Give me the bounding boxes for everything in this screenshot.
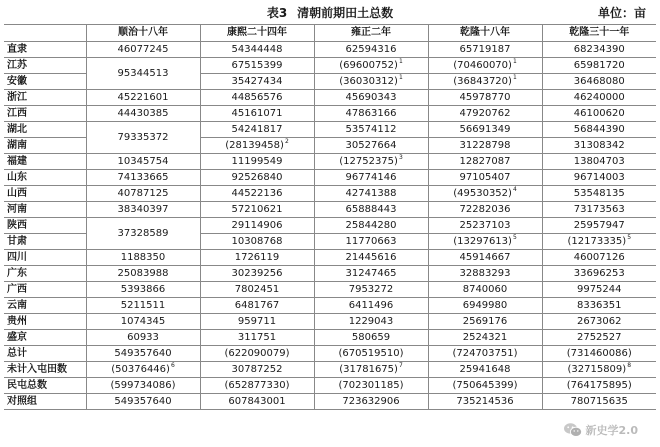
cell-value: 723632906 (342, 395, 400, 407)
table-cell (428, 202, 542, 218)
footnote-mark: 2 (284, 138, 289, 146)
table-row (4, 218, 656, 234)
cell-value: 30787252 (231, 363, 283, 375)
table-cell (314, 346, 428, 362)
cell-value: 46240000 (573, 91, 625, 103)
row-label: 云南 (4, 298, 86, 314)
cell-value: 74133665 (117, 171, 169, 183)
table-cell (200, 234, 314, 250)
cell-value: (36030312) (339, 75, 398, 87)
row-label: 总计 (4, 346, 86, 362)
table-row (4, 394, 656, 410)
cell-value: 6949980 (462, 299, 508, 311)
cell-value: 735214536 (456, 395, 514, 407)
table-cell (200, 90, 314, 106)
table-cell (314, 282, 428, 298)
cell-value: 1726119 (234, 251, 280, 263)
cell-value: 56844390 (573, 123, 625, 135)
table-cell (542, 170, 656, 186)
table-row (4, 330, 656, 346)
wechat-icon (563, 422, 583, 438)
cell-value: 72282036 (459, 203, 511, 215)
table-cell (200, 362, 314, 378)
cell-value: 44856576 (231, 91, 283, 103)
row-label: 四川 (4, 250, 86, 266)
table-cell (542, 298, 656, 314)
cell-value: 31308342 (573, 139, 625, 151)
table-cell (86, 42, 200, 58)
cell-value: 40787125 (117, 187, 169, 199)
table-cell (200, 314, 314, 330)
cell-value: (36843720) (453, 75, 512, 87)
table-cell (200, 266, 314, 282)
cell-value: 9975244 (576, 283, 622, 295)
table-cell (200, 394, 314, 410)
table-cell (200, 74, 314, 90)
table-cell (314, 138, 428, 154)
row-label: 甘肃 (4, 234, 86, 250)
cell-value: 68234390 (573, 43, 625, 55)
row-label: 山东 (4, 170, 86, 186)
table-cell (542, 394, 656, 410)
cell-value: 1229043 (348, 315, 394, 327)
footnote-mark: 1 (512, 58, 517, 66)
cell-value: 57210621 (231, 203, 283, 215)
cell-value: 5393866 (120, 283, 166, 295)
footnote-mark: 5 (627, 234, 632, 242)
table-cell (86, 202, 200, 218)
table-cell (428, 154, 542, 170)
cell-value: 53574112 (345, 123, 397, 135)
table-cell (200, 186, 314, 202)
table-cell (86, 218, 200, 250)
table-cell (314, 122, 428, 138)
cell-value: 580659 (351, 331, 391, 343)
table-row (4, 362, 656, 378)
table-cell (86, 346, 200, 362)
table-row (4, 282, 656, 298)
cell-value: 96774146 (345, 171, 397, 183)
cell-value: 45978770 (459, 91, 511, 103)
row-label: 湖南 (4, 138, 86, 154)
cell-value: (49530352) (453, 187, 512, 199)
table-cell (428, 378, 542, 394)
cell-value: (724703751) (452, 347, 518, 359)
table-cell (428, 138, 542, 154)
table-cell (428, 314, 542, 330)
table-cell (200, 298, 314, 314)
cell-value: 2673062 (576, 315, 622, 327)
table-cell (200, 346, 314, 362)
cell-value: 12827087 (459, 155, 511, 167)
cell-value: 780715635 (570, 395, 628, 407)
cell-value: 25957947 (573, 219, 625, 231)
table-cell (542, 42, 656, 58)
cell-value: 45690343 (345, 91, 397, 103)
footnote-mark: 1 (512, 74, 517, 82)
cell-value: (622090079) (224, 347, 290, 359)
table-cell (314, 378, 428, 394)
header-year: 康熙二十四年 (200, 25, 314, 42)
cell-value: 31247465 (345, 267, 397, 279)
cell-value: (31781675) (339, 363, 398, 375)
row-label: 盛京 (4, 330, 86, 346)
table-cell (86, 298, 200, 314)
header-year: 顺治十八年 (86, 25, 200, 42)
table-cell (428, 330, 542, 346)
cell-value: 25083988 (117, 267, 169, 279)
cell-value: 33696253 (573, 267, 625, 279)
cell-value: 13804703 (573, 155, 625, 167)
table-cell (428, 266, 542, 282)
table-cell (86, 58, 200, 90)
table-cell (314, 154, 428, 170)
land-area-table (4, 24, 656, 410)
cell-value: 25941648 (459, 363, 511, 375)
table-row (4, 250, 656, 266)
cell-value: 54241817 (231, 123, 283, 135)
cell-value: (702301185) (338, 379, 404, 391)
cell-value: 44522136 (231, 187, 283, 199)
cell-value: 62594316 (345, 43, 397, 55)
cell-value: 30239256 (231, 267, 283, 279)
cell-value: (764175895) (566, 379, 632, 391)
row-label: 陕西 (4, 218, 86, 234)
table-cell (428, 42, 542, 58)
table-cell (542, 362, 656, 378)
table-row (4, 90, 656, 106)
cell-value: 65719187 (459, 43, 511, 55)
row-label: 贵州 (4, 314, 86, 330)
row-label: 民屯总数 (4, 378, 86, 394)
cell-value: 549357640 (114, 347, 172, 359)
table-cell (86, 170, 200, 186)
table-cell (314, 74, 428, 90)
cell-value: 6481767 (234, 299, 280, 311)
cell-value: 549357640 (114, 395, 172, 407)
row-label: 广东 (4, 266, 86, 282)
cell-value: 1188350 (120, 251, 166, 263)
table-row (4, 346, 656, 362)
table-cell (542, 58, 656, 74)
cell-value: (28139458) (225, 139, 284, 151)
table-cell (200, 138, 314, 154)
table-cell (542, 330, 656, 346)
row-label: 直隶 (4, 42, 86, 58)
cell-value: 7953272 (348, 283, 394, 295)
cell-value: 97105407 (459, 171, 511, 183)
cell-value: (70460070) (453, 59, 512, 71)
cell-value: 36468080 (573, 75, 625, 87)
table-cell (428, 90, 542, 106)
table-cell (314, 58, 428, 74)
table-cell (314, 298, 428, 314)
table-cell (200, 330, 314, 346)
cell-value: 95344513 (117, 67, 169, 79)
cell-value: 8336351 (576, 299, 622, 311)
table-cell (428, 218, 542, 234)
table-title (0, 4, 660, 22)
table-cell (542, 154, 656, 170)
table-cell (314, 202, 428, 218)
table-cell (314, 106, 428, 122)
cell-value: 65981720 (573, 59, 625, 71)
row-label: 湖北 (4, 122, 86, 138)
cell-value: 2569176 (462, 315, 508, 327)
row-label: 江苏 (4, 58, 86, 74)
table-cell (200, 154, 314, 170)
cell-value: 79335372 (117, 131, 169, 143)
cell-value: 31228798 (459, 139, 511, 151)
cell-value: 45221601 (117, 91, 169, 103)
cell-value: 2752527 (576, 331, 622, 343)
table-row (4, 186, 656, 202)
row-label: 山西 (4, 186, 86, 202)
cell-value: 60933 (127, 331, 159, 343)
watermark (563, 422, 639, 438)
cell-value: 35427434 (231, 75, 283, 87)
table-cell (86, 362, 200, 378)
footnote-mark: 3 (398, 154, 403, 162)
row-label: 广西 (4, 282, 86, 298)
cell-value: 45914667 (459, 251, 511, 263)
table-cell (200, 58, 314, 74)
table-cell (200, 202, 314, 218)
footnote-mark: 6 (170, 362, 175, 370)
table-cell (314, 314, 428, 330)
table-cell (542, 186, 656, 202)
table-cell (428, 122, 542, 138)
cell-value: 10308768 (231, 235, 283, 247)
row-label: 浙江 (4, 90, 86, 106)
row-label: 对照组 (4, 394, 86, 410)
table-cell (542, 378, 656, 394)
header-row (4, 25, 656, 42)
table-cell (314, 394, 428, 410)
cell-value: 21445616 (345, 251, 397, 263)
cell-value: 37328589 (117, 227, 169, 239)
table-cell (86, 90, 200, 106)
cell-value: (652877330) (224, 379, 290, 391)
cell-value: 2524321 (462, 331, 508, 343)
table-cell (542, 138, 656, 154)
cell-value: 73173563 (573, 203, 625, 215)
table-row (4, 298, 656, 314)
cell-value: (731460086) (566, 347, 632, 359)
cell-value: 25844280 (345, 219, 397, 231)
header-province (4, 25, 86, 42)
row-label: 河南 (4, 202, 86, 218)
cell-value: 11770663 (345, 235, 397, 247)
table-cell (314, 90, 428, 106)
table-cell (86, 186, 200, 202)
cell-value: 10345754 (117, 155, 169, 167)
cell-value: 6411496 (348, 299, 394, 311)
table-cell (542, 314, 656, 330)
cell-value: 96714003 (573, 171, 625, 183)
table-cell (314, 362, 428, 378)
table-row (4, 106, 656, 122)
cell-value: 67515399 (231, 59, 283, 71)
table-cell (86, 378, 200, 394)
table-row (4, 58, 656, 74)
table-cell (200, 122, 314, 138)
header-year: 雍正二年 (314, 25, 428, 42)
cell-value: (750645399) (452, 379, 518, 391)
cell-value: 46077245 (117, 43, 169, 55)
table-cell (200, 218, 314, 234)
header-year: 乾隆十八年 (428, 25, 542, 42)
table-cell (86, 154, 200, 170)
cell-value: 38340397 (117, 203, 169, 215)
table-cell (200, 378, 314, 394)
cell-value: 42741388 (345, 187, 397, 199)
footnote-mark: 5 (512, 234, 517, 242)
table-cell (200, 42, 314, 58)
cell-value: 7802451 (234, 283, 280, 295)
table-row (4, 266, 656, 282)
cell-value: (670519510) (338, 347, 404, 359)
table-row (4, 42, 656, 58)
table-cell (314, 186, 428, 202)
cell-value: 25237103 (459, 219, 511, 231)
row-label: 未计入屯田数 (4, 362, 86, 378)
table-cell (542, 266, 656, 282)
table-cell (314, 266, 428, 282)
table-cell (86, 250, 200, 266)
table-cell (428, 186, 542, 202)
footnote-mark: 4 (512, 186, 517, 194)
table-cell (428, 234, 542, 250)
table-cell (86, 106, 200, 122)
table-cell (542, 346, 656, 362)
cell-value: 29114906 (231, 219, 283, 231)
row-label: 江西 (4, 106, 86, 122)
cell-value: 607843001 (228, 395, 286, 407)
table-cell (314, 330, 428, 346)
table-number: 表3 (266, 6, 288, 20)
table-cell (542, 250, 656, 266)
cell-value: 30527664 (345, 139, 397, 151)
table-cell (542, 74, 656, 90)
cell-value: 65888443 (345, 203, 397, 215)
cell-value: 47920762 (459, 107, 511, 119)
table-cell (86, 330, 200, 346)
cell-value: (50376446) (111, 363, 170, 375)
cell-value: 56691349 (459, 123, 511, 135)
table-cell (542, 234, 656, 250)
cell-value: 32883293 (459, 267, 511, 279)
table-cell (428, 282, 542, 298)
cell-value: 45161071 (231, 107, 283, 119)
table-cell (428, 250, 542, 266)
footnote-mark: 8 (627, 362, 632, 370)
table-cell (314, 250, 428, 266)
cell-value: 8740060 (462, 283, 508, 295)
table-cell (428, 74, 542, 90)
table-cell (542, 282, 656, 298)
table-cell (542, 218, 656, 234)
table-cell (428, 170, 542, 186)
header-year: 乾隆三十一年 (542, 25, 656, 42)
cell-value: 53548135 (573, 187, 625, 199)
table-cell (200, 250, 314, 266)
table-cell (428, 394, 542, 410)
watermark-text: 新史学2.0 (585, 424, 638, 437)
footnote-mark: 1 (398, 58, 403, 66)
cell-value: (12173335) (567, 235, 627, 247)
footnote-mark: 1 (398, 74, 403, 82)
table-row (4, 202, 656, 218)
table-cell (314, 42, 428, 58)
cell-value: 44430385 (117, 107, 169, 119)
table-row (4, 314, 656, 330)
footnote-mark: 7 (398, 362, 403, 370)
row-label: 安徽 (4, 74, 86, 90)
table-cell (428, 362, 542, 378)
table-cell (86, 266, 200, 282)
table-cell (86, 314, 200, 330)
cell-value: 1074345 (120, 315, 166, 327)
table-cell (86, 282, 200, 298)
table-cell (314, 170, 428, 186)
table-cell (314, 234, 428, 250)
table-cell (542, 122, 656, 138)
cell-value: 311751 (237, 331, 277, 343)
table-cell (200, 106, 314, 122)
row-label: 福建 (4, 154, 86, 170)
table-caption: 清朝前期田土总数 (297, 6, 394, 20)
table-cell (542, 90, 656, 106)
table-row (4, 154, 656, 170)
cell-value: 54344448 (231, 43, 283, 55)
table-cell (200, 282, 314, 298)
cell-value: 46007126 (573, 251, 625, 263)
table-row (4, 378, 656, 394)
cell-value: 11199549 (231, 155, 283, 167)
cell-value: (13297613) (453, 235, 512, 247)
cell-value: (12752375) (339, 155, 398, 167)
unit-label: 单位：亩 (597, 6, 646, 20)
table-row (4, 122, 656, 138)
table-row (4, 170, 656, 186)
table-cell (200, 170, 314, 186)
cell-value: 92526840 (231, 171, 283, 183)
table-cell (542, 202, 656, 218)
cell-value: (32715809) (567, 363, 627, 375)
cell-value: 47863166 (345, 107, 397, 119)
cell-value: 46100620 (573, 107, 625, 119)
table-cell (428, 346, 542, 362)
table-cell (428, 106, 542, 122)
table-cell (428, 298, 542, 314)
table-cell (428, 58, 542, 74)
cell-value: 5211511 (120, 299, 166, 311)
cell-value: (599734086) (110, 379, 176, 391)
table-cell (86, 122, 200, 154)
cell-value: (69600752) (339, 59, 398, 71)
table-cell (86, 394, 200, 410)
cell-value: 959711 (237, 315, 277, 327)
table-cell (314, 218, 428, 234)
table-cell (542, 106, 656, 122)
